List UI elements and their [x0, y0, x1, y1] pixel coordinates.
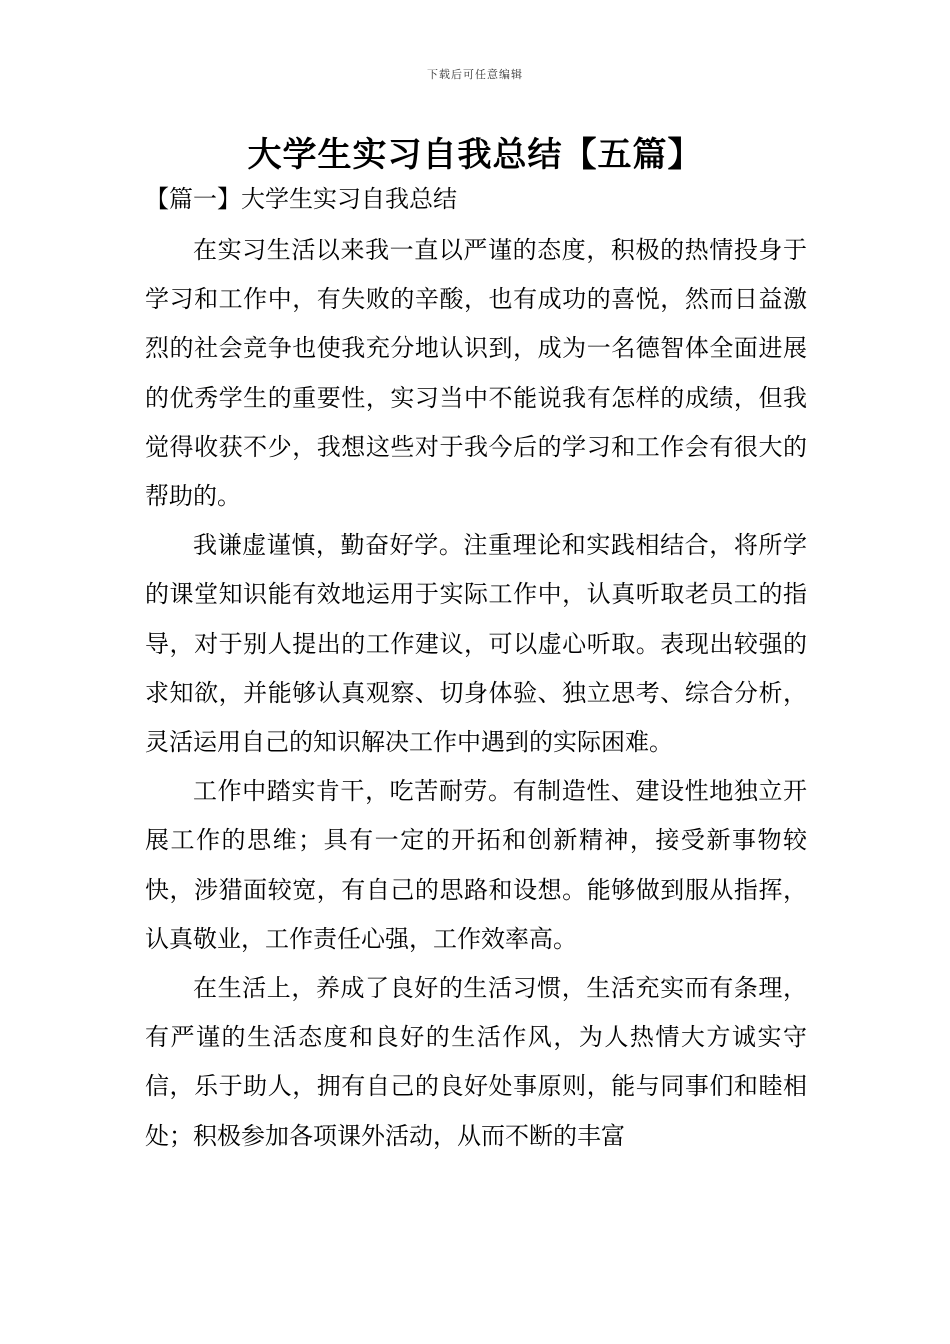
- paragraph-1: 在实习生活以来我一直以严谨的态度，积极的热情投身于学习和工作中，有失败的辛酸，也有成功的喜悦，然而日益激烈的社会竞争也使我充分地认识到，成为一名德智体全面进展的优秀学生的重要性，实习当中不能说我有怎样的成绩，但我觉得收获不少，我想这些对于我今后的学习和工作会有很大的帮助的。: [145, 236, 807, 511]
- header-note: 下载后可任意编辑: [427, 68, 523, 81]
- section-heading: 【篇一】大学生实习自我总结: [145, 185, 457, 213]
- paragraph-3: 工作中踏实肯干，吃苦耐劳。有制造性、建设性地独立开展工作的思维；具有一定的开拓和创新精神，接受新事物较快，涉猎面较宽，有自己的思路和设想。能够做到服从指挥，认真敬业，工作责任心强，工作效率高。: [145, 777, 807, 953]
- paragraph-2: 我谦虚谨慎，勤奋好学。注重理论和实践相结合，将所学的课堂知识能有效地运用于实际工作中，认真听取老员工的指导，对于别人提出的工作建议，可以虚心听取。表现出较强的求知欲，并能够认真观察、切身体验、独立思考、综合分析，灵活运用自己的知识解决工作中遇到的实际困难。: [145, 531, 807, 757]
- document-body: [145, 176, 807, 1161]
- document-title: 大学生实习自我总结【五篇】: [247, 135, 703, 175]
- paragraph-4: 在生活上，养成了良好的生活习惯，生活充实而有条理，有严谨的生活态度和良好的生活作风，为人热情大方诚实守信，乐于助人，拥有自己的良好处事原则，能与同事们和睦相处；积极参加各项课外活动，从而不断的丰富: [145, 974, 807, 1150]
